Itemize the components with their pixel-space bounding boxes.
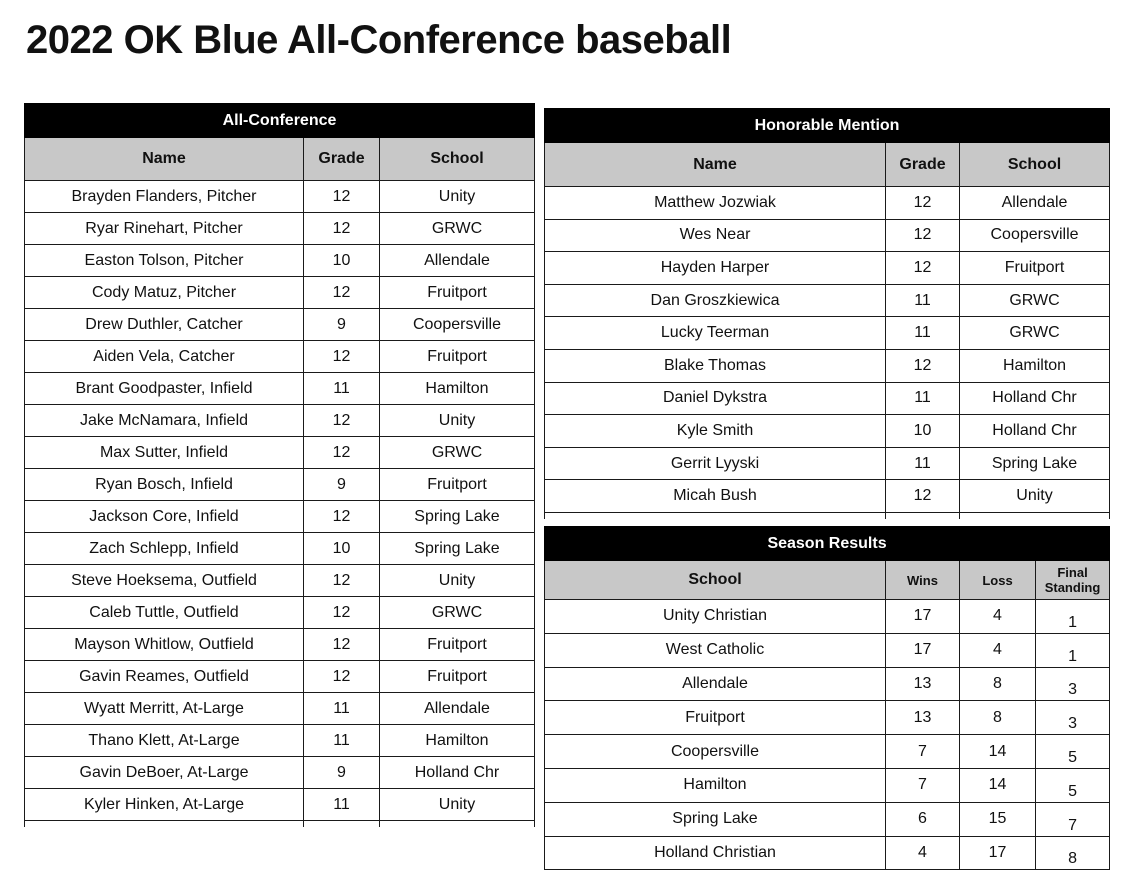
cell-name: Micah Bush — [545, 480, 886, 513]
cell-name: Gavin Reames, Outfield — [25, 661, 304, 693]
table-row — [545, 600, 1110, 634]
cell-school: Fruitport — [380, 661, 535, 693]
cell-grade: 9 — [304, 309, 380, 341]
cell-grade: 12 — [304, 565, 380, 597]
cell-school: Allendale — [545, 667, 886, 701]
cell-school: Hamilton — [545, 768, 886, 802]
cell-name: Steve Hoeksema, Outfield — [25, 565, 304, 597]
cell-standing: 5 — [1036, 735, 1110, 769]
cell-grade: 9 — [304, 757, 380, 789]
cell-name: Brant Goodpaster, Infield — [25, 373, 304, 405]
table-row — [25, 789, 535, 821]
column-header-name: Name — [545, 143, 886, 187]
cell-name: Lucky Teerman — [545, 317, 886, 350]
page-title: 2022 OK Blue All-Conference baseball — [26, 18, 732, 62]
cell-grade: 12 — [304, 661, 380, 693]
cell-wins: 4 — [886, 836, 960, 870]
table-row — [25, 373, 535, 405]
cell-school: Fruitport — [380, 341, 535, 373]
table-row — [25, 597, 535, 629]
cell-name: Jake McNamara, Infield — [25, 405, 304, 437]
cell-name: Aiden Vela, Catcher — [25, 341, 304, 373]
column-header-name: Name — [25, 138, 304, 181]
all-conference-table — [24, 103, 535, 827]
cell-name: Thano Klett, At-Large — [25, 725, 304, 757]
table-row — [545, 447, 1110, 480]
table-row — [545, 667, 1110, 701]
table-row — [545, 701, 1110, 735]
column-header-school: School — [380, 138, 535, 181]
cell-school: Allendale — [380, 245, 535, 277]
cell-name: Kyler Hinken, At-Large — [25, 789, 304, 821]
cell-standing: 1 — [1036, 633, 1110, 667]
table-row — [25, 181, 535, 213]
cell-grade: 10 — [304, 533, 380, 565]
cell-grade: 11 — [886, 284, 960, 317]
cell-school: GRWC — [380, 213, 535, 245]
cell-name: Wes Near — [545, 219, 886, 252]
cell-grade: 12 — [886, 187, 960, 220]
table-row — [545, 382, 1110, 415]
cell-name: Easton Tolson, Pitcher — [25, 245, 304, 277]
cell-school: Spring Lake — [545, 802, 886, 836]
cell-school: Fruitport — [545, 701, 886, 735]
all-conference-title: All-Conference — [25, 104, 535, 138]
cell-school: West Catholic — [545, 633, 886, 667]
cell-school: Fruitport — [380, 469, 535, 501]
cell-name: Max Sutter, Infield — [25, 437, 304, 469]
table-row — [545, 633, 1110, 667]
table-row — [545, 349, 1110, 382]
cell-school: Fruitport — [380, 629, 535, 661]
cell-grade: 12 — [304, 405, 380, 437]
column-header-grade: Grade — [304, 138, 380, 181]
cell-school: Holland Christian — [545, 836, 886, 870]
table-row — [545, 415, 1110, 448]
column-header-school: School — [960, 143, 1110, 187]
cell-name: Ryar Rinehart, Pitcher — [25, 213, 304, 245]
cell-grade: 10 — [886, 415, 960, 448]
cell-name: Gavin DeBoer, At-Large — [25, 757, 304, 789]
cell-grade: 12 — [304, 181, 380, 213]
cell-grade: 12 — [304, 341, 380, 373]
table-row — [25, 757, 535, 789]
cell-name: Gerrit Lyyski — [545, 447, 886, 480]
table-row — [25, 693, 535, 725]
cell-school: Unity — [380, 565, 535, 597]
table-row — [25, 501, 535, 533]
cell-school: Hamilton — [380, 725, 535, 757]
cell-school: Coopersville — [545, 735, 886, 769]
cell-grade: 12 — [304, 437, 380, 469]
cell-grade: 12 — [304, 629, 380, 661]
table-row — [545, 768, 1110, 802]
table-row — [25, 245, 535, 277]
cell-name: Brayden Flanders, Pitcher — [25, 181, 304, 213]
cell-grade: 9 — [304, 469, 380, 501]
table-row — [545, 187, 1110, 220]
cell-school: Hamilton — [380, 373, 535, 405]
table-row — [25, 533, 535, 565]
table-row — [25, 213, 535, 245]
cell-school: Holland Chr — [380, 757, 535, 789]
cell-school: Hamilton — [960, 349, 1110, 382]
cell-school: Unity Christian — [545, 600, 886, 634]
cell-grade: 11 — [886, 447, 960, 480]
table-row — [545, 317, 1110, 350]
table-row — [25, 309, 535, 341]
cell-name: Matthew Jozwiak — [545, 187, 886, 220]
table-row — [545, 252, 1110, 285]
cell-school: Coopersville — [960, 219, 1110, 252]
column-header-wins: Wins — [886, 561, 960, 600]
table-row — [545, 836, 1110, 870]
cell-grade: 12 — [886, 349, 960, 382]
cell-grade: 11 — [886, 382, 960, 415]
cell-school: Spring Lake — [380, 501, 535, 533]
cell-grade: 11 — [304, 693, 380, 725]
cell-loss: 17 — [960, 836, 1036, 870]
season-results-table — [544, 526, 1110, 870]
cell-grade: 11 — [886, 317, 960, 350]
cell-name: Zach Schlepp, Infield — [25, 533, 304, 565]
table-row — [545, 802, 1110, 836]
cell-grade: 11 — [304, 789, 380, 821]
cell-loss: 15 — [960, 802, 1036, 836]
cell-school: Holland Chr — [960, 415, 1110, 448]
cell-school: Fruitport — [380, 277, 535, 309]
cell-grade: 12 — [304, 213, 380, 245]
cell-grade: 12 — [886, 480, 960, 513]
table-row — [545, 735, 1110, 769]
cell-loss: 8 — [960, 667, 1036, 701]
cell-name: Dan Groszkiewica — [545, 284, 886, 317]
cell-standing: 1 — [1036, 600, 1110, 634]
table-row — [25, 437, 535, 469]
table-row — [25, 629, 535, 661]
cell-school: Unity — [380, 405, 535, 437]
table-row — [25, 341, 535, 373]
cell-wins: 17 — [886, 600, 960, 634]
cell-wins: 13 — [886, 667, 960, 701]
cell-wins: 7 — [886, 768, 960, 802]
cell-school: Fruitport — [960, 252, 1110, 285]
honorable-mention-title: Honorable Mention — [545, 109, 1110, 143]
cell-school: Unity — [380, 181, 535, 213]
cell-grade: 12 — [886, 219, 960, 252]
table-row — [25, 565, 535, 597]
column-header-school: School — [545, 561, 886, 600]
column-header-final-standing: Final Standing — [1036, 561, 1110, 600]
cell-name: Daniel Dykstra — [545, 382, 886, 415]
cell-name: Hayden Harper — [545, 252, 886, 285]
cell-name: Caleb Tuttle, Outfield — [25, 597, 304, 629]
cell-school: GRWC — [960, 317, 1110, 350]
table-row — [25, 277, 535, 309]
cell-standing: 3 — [1036, 667, 1110, 701]
table-row — [25, 725, 535, 757]
cell-school: Unity — [960, 480, 1110, 513]
cell-grade: 12 — [304, 597, 380, 629]
cell-school: Spring Lake — [380, 533, 535, 565]
cell-loss: 14 — [960, 735, 1036, 769]
cell-wins: 13 — [886, 701, 960, 735]
cell-wins: 7 — [886, 735, 960, 769]
cell-school: Coopersville — [380, 309, 535, 341]
cell-school: GRWC — [380, 597, 535, 629]
cell-loss: 4 — [960, 600, 1036, 634]
cell-loss: 14 — [960, 768, 1036, 802]
cell-school: Unity — [380, 789, 535, 821]
cell-grade: 11 — [304, 725, 380, 757]
column-header-grade: Grade — [886, 143, 960, 187]
cell-grade: 11 — [304, 373, 380, 405]
cell-school: Allendale — [960, 187, 1110, 220]
table-row — [545, 219, 1110, 252]
cell-school: GRWC — [380, 437, 535, 469]
table-row — [545, 480, 1110, 513]
honorable-mention-table — [544, 108, 1110, 519]
cell-name: Wyatt Merritt, At-Large — [25, 693, 304, 725]
cell-name: Jackson Core, Infield — [25, 501, 304, 533]
cell-name: Mayson Whitlow, Outfield — [25, 629, 304, 661]
cell-wins: 17 — [886, 633, 960, 667]
season-results-title: Season Results — [545, 527, 1110, 561]
cell-school: Holland Chr — [960, 382, 1110, 415]
cell-name: Kyle Smith — [545, 415, 886, 448]
cell-school: Spring Lake — [960, 447, 1110, 480]
cell-standing: 8 — [1036, 836, 1110, 870]
cell-name: Drew Duthler, Catcher — [25, 309, 304, 341]
table-row — [25, 405, 535, 437]
cell-school: Allendale — [380, 693, 535, 725]
cell-grade: 12 — [886, 252, 960, 285]
cell-standing: 3 — [1036, 701, 1110, 735]
table-row — [545, 284, 1110, 317]
table-row — [25, 661, 535, 693]
cell-loss: 8 — [960, 701, 1036, 735]
cell-school: GRWC — [960, 284, 1110, 317]
cell-standing: 7 — [1036, 802, 1110, 836]
cell-grade: 10 — [304, 245, 380, 277]
cell-name: Cody Matuz, Pitcher — [25, 277, 304, 309]
table-row — [25, 469, 535, 501]
cell-grade: 12 — [304, 277, 380, 309]
cell-name: Blake Thomas — [545, 349, 886, 382]
cell-grade: 12 — [304, 501, 380, 533]
cell-name: Ryan Bosch, Infield — [25, 469, 304, 501]
column-header-loss: Loss — [960, 561, 1036, 600]
cell-loss: 4 — [960, 633, 1036, 667]
cell-wins: 6 — [886, 802, 960, 836]
cell-standing: 5 — [1036, 768, 1110, 802]
